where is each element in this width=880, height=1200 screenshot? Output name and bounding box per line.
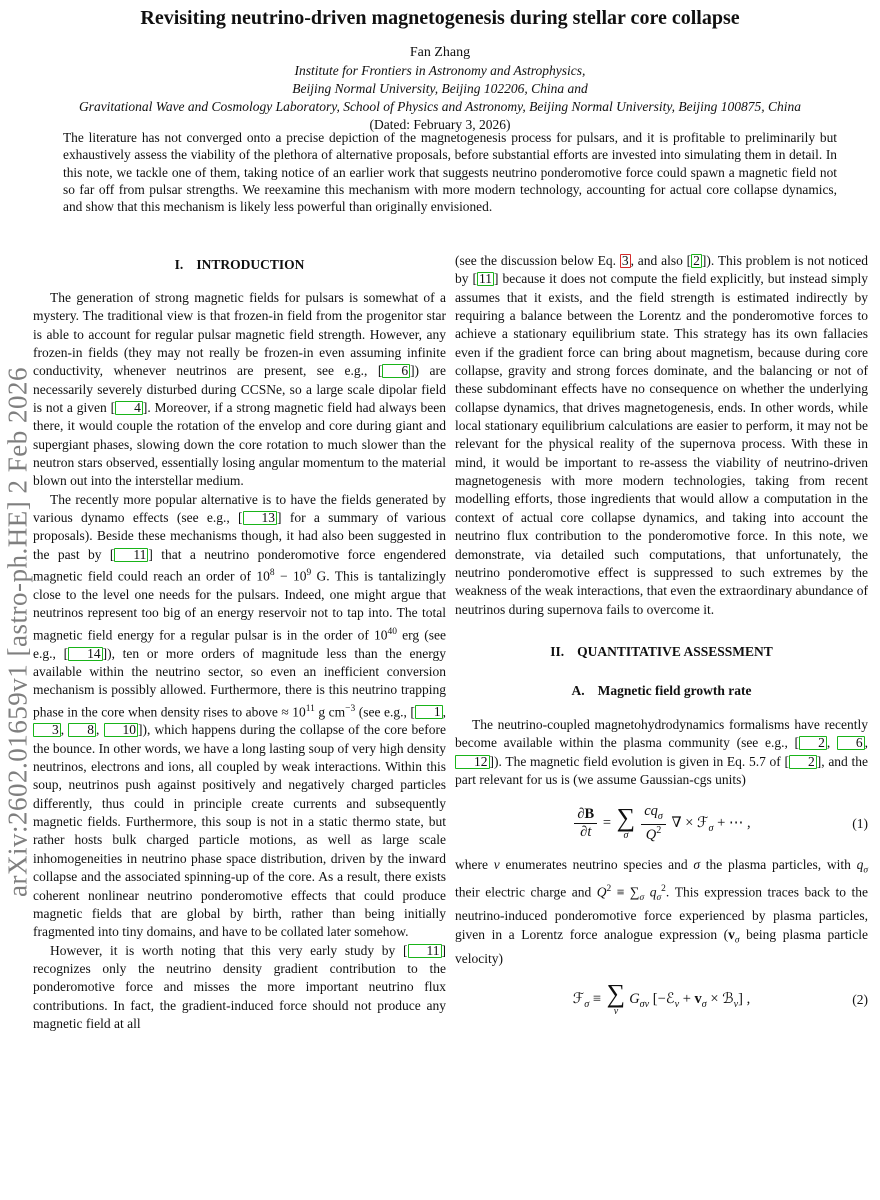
quant-paragraph-1: The neutrino-coupled magnetohydrodynamics formalisms have recently become available within the plasma community (see e.g., [ 2 , 6 , 12 ]). The magnetic field evolution is given in Eq. 5.7 of [ 2 ], and the part relevant for us is (we assume Gaussian-cgs units) <box>455 716 869 787</box>
equation-2 <box>455 979 868 1018</box>
equation-1-body: $\frac{\partial B}{\partial t}$ = ∑ σ $\frac{cq_\sigma}{Q^2}$ ∇ × ℱ$_\sigma$ + ⋯ , <box>572 815 750 831</box>
citation-link[interactable]: 11 <box>478 271 492 287</box>
date-line: (Dated: February 3, 2026) <box>369 117 511 132</box>
citation-link[interactable]: 12 <box>455 755 490 769</box>
citation-link[interactable]: 8 <box>68 723 96 737</box>
section-number: I. <box>174 257 184 272</box>
citation-link[interactable]: 13 <box>243 511 278 525</box>
section-title: QUANTITATIVE ASSESSMENT <box>577 643 773 659</box>
author-name: Fan Zhang <box>409 45 471 60</box>
citation-link[interactable]: 11 <box>408 944 442 958</box>
citation-link[interactable]: 6 <box>837 736 865 750</box>
citation-link[interactable]: 14 <box>68 647 103 661</box>
section-heading-introduction <box>33 256 446 274</box>
citation-link[interactable]: 3 <box>33 723 61 737</box>
subsection-title: Magnetic field growth rate <box>597 682 752 698</box>
arxiv-watermark: arXiv:2602.01659v1 [astro-ph.HE] 2 Feb 2026 <box>2 367 33 897</box>
citation-link[interactable]: 2 <box>799 736 827 750</box>
subsection-heading-growth-rate <box>455 682 868 700</box>
citation-link[interactable]: 10 <box>104 723 139 737</box>
affiliation-line-1: Institute for Frontiers in Astronomy and Astrophysics, <box>294 63 586 78</box>
affiliation-line-3: Gravitational Wave and Cosmology Laboratory, School of Physics and Astronomy, Beijing Normal University, Beijing 100875, China <box>78 99 802 114</box>
intro-paragraph-3-continuation: (see the discussion below Eq. 3 , and also [ 2 ]). This problem is not noticed by [ 11 ] because it does not compute the field explicitly, but instead simply assumes that it exists, and the field strength is estimated indirectly by requiring a balance between the Lorentz and the ponderomotive forces to achieve a stationary equilibrium state. This strategy has its own fallacies even if the gradient force can bring about magnetism, because during core collapse, gravity and strong forces dominate, and the balancing or not of these subdominant effects have no consequence on whether the underlying collapse dynamics, that drives magnetogenesis, ends. In other words, while local stationary equilibrium calculations are easier to perform, it may not be relevant for the physical reality of the supernova process. With these in mind, it would be important to re-assess the viability of neutrino-driven magnetogenesis with more modern technologies, taking from recent modelling efforts, those ingredients that would allow a computation in the context of actual core collapse dynamics, and taking into account the neutrino flux contribution to the ponderomotive force. In this note, we demonstrate, via detailed such computations, that unfortunately, the neutrino ponderomotive effect is suppressed to such extremes by the weakness of the weak interactions, that even the extraordinary abundance of neutrinos during supernova fails to overcome it. <box>455 253 869 617</box>
equation-2-body: ℱ$_\sigma$ ≡ ∑ ν $G_{\sigma\nu}$ [−ℰ$_\nu$ + $v_\sigma$ × ℬ$_\nu$] , <box>572 979 751 1018</box>
quant-paragraph-2: where ν enumerates neutrino species and σ the plasma particles, with $q_\sigma$ their electric charge and $Q^2 \equiv \sum_\sigma$ $q_\sigma^2$. This expression traces back to the neutrino-induced ponderomotive force experienced by plasma particles, given in a Lorentz force analogue expression ($v_\sigma$ being plasma particle velocity) <box>455 856 869 966</box>
intro-paragraph-1: The generation of strong magnetic fields for pulsars is somewhat of a mystery. The traditional view is that frozen-in field from the progenitor star is able to account for regular pulsar magnetic field strength. However, any frozen-in fields (they may not really be frozen-in even assuming infinite conductivity, whenever neutrinos are present, see e.g., [ 6 ]) are necessarily severely disturbed during CCSNe, so a large scale dipolar field is not a given [ 4 ]. Moreover, if a strong magnetic field had always been there, it would couple the rotation of the envelop and core during giant and supergiant phases, slowing down the core rotation to much slower than the neutron stars observed, essentially losing angular momentum to the material blown out into the interstellar medium. <box>33 290 446 489</box>
left-column <box>33 252 446 1033</box>
citation-link[interactable]: 2 <box>789 755 817 769</box>
intro-paragraph-2: The recently more popular alternative is to have the fields generated by various dynamo effects (see e.g., [ 13 ] for a summary of various proposals). Beside these mechanisms though, it had also been suggested in the past by [ 11 ] that a neutrino ponderomotive force engendered magnetic field could reach an order of $10^8 - 10^9$ G. This is tantalizingly close to the level one needs for the pulsars. Indeed, one might argue that neutrinos represent too big of an energy reservoir not to tap into. The total magnetic field energy for a regular pulsar is in the order of $10^{40}$ erg (see e.g., [ 14 ]), ten or more orders of magnitude less than the energy available within the neutrino sector, so even an inefficient conversion mechanism is possibly allowed. Furthermore, there is this neutrino trapping phase in the core when density rises to above ≈ $10^{11}$ g $cm^{-3}$ (see e.g., [ 1 , 3 , 8 , 10 ]), which happens during the collapse of the core before the bounce. In other words, we have a long lasting soup of very high density neutrinos, electrons and ions, all coupled by weak interactions. Within this soup, neutrinos push against positively and negatively charged particles differently, thus could in principle create currents and subsequently magnetic fields. Furthermore, this soup is not in a static thermo state, but rather hosts bulk charged particle motions, as well as large scale inhomogeneities in neutrino phase space distribution, driven by the inward collapse and the associated spinning-up of the core. As a result, there exists coherent nonlinear neutrino ponderomotive effects that could produce magnetic fields that are global by birth, rather than being initially fragmented into tiny domains, and have to be collated later somehow. <box>33 491 447 940</box>
equation-ref-link[interactable]: 3 <box>621 253 629 268</box>
section-number: II. <box>550 643 565 659</box>
equation-1-label: (1) <box>852 815 868 831</box>
citation-link[interactable]: 4 <box>115 401 143 415</box>
section-title: INTRODUCTION <box>196 257 305 272</box>
equation-1 <box>455 804 868 843</box>
abstract-text: The literature has not converged onto a precise depiction of the magnetogenesis process for pulsars, and it is profitable to preliminarily but exhaustively assess the viability of the plethora of alternative proposals, before substantial efforts are invested into simulating them in detail. In this note, we tackle one of them, taking notice of an earlier work that suggests neutrino ponderomotive force could spawn a magnetic field not so far off from pulsar strengths. We reexamine this mechanism with more modern technology, accounting for actual core collapse dynamics, and show that this mechanism is likely less powerful than originally envisioned. <box>63 130 837 215</box>
citation-link[interactable]: 6 <box>382 364 410 378</box>
affiliation-line-2: Beijing Normal University, Beijing 102206, China and <box>292 81 588 96</box>
paper-header <box>0 0 880 134</box>
citation-link[interactable]: 11 <box>114 548 148 562</box>
right-column <box>455 252 868 1029</box>
section-heading-quantitative-assessment <box>455 643 868 661</box>
citation-link[interactable]: 1 <box>415 705 443 719</box>
subsection-letter: A. <box>571 682 585 698</box>
paper-title: Revisiting neutrino-driven magnetogenesis during stellar core collapse <box>140 7 740 29</box>
intro-paragraph-3: However, it is worth noting that this very early study by [ 11 ] recognizes only the neutrino density gradient contribution to the ponderomotive force and misses the more important neutrino flux contributions. In fact, the gradient-induced force should not produce any magnetic field at all <box>33 942 446 1031</box>
equation-2-label: (2) <box>852 991 868 1007</box>
citation-link[interactable]: 2 <box>693 253 700 268</box>
